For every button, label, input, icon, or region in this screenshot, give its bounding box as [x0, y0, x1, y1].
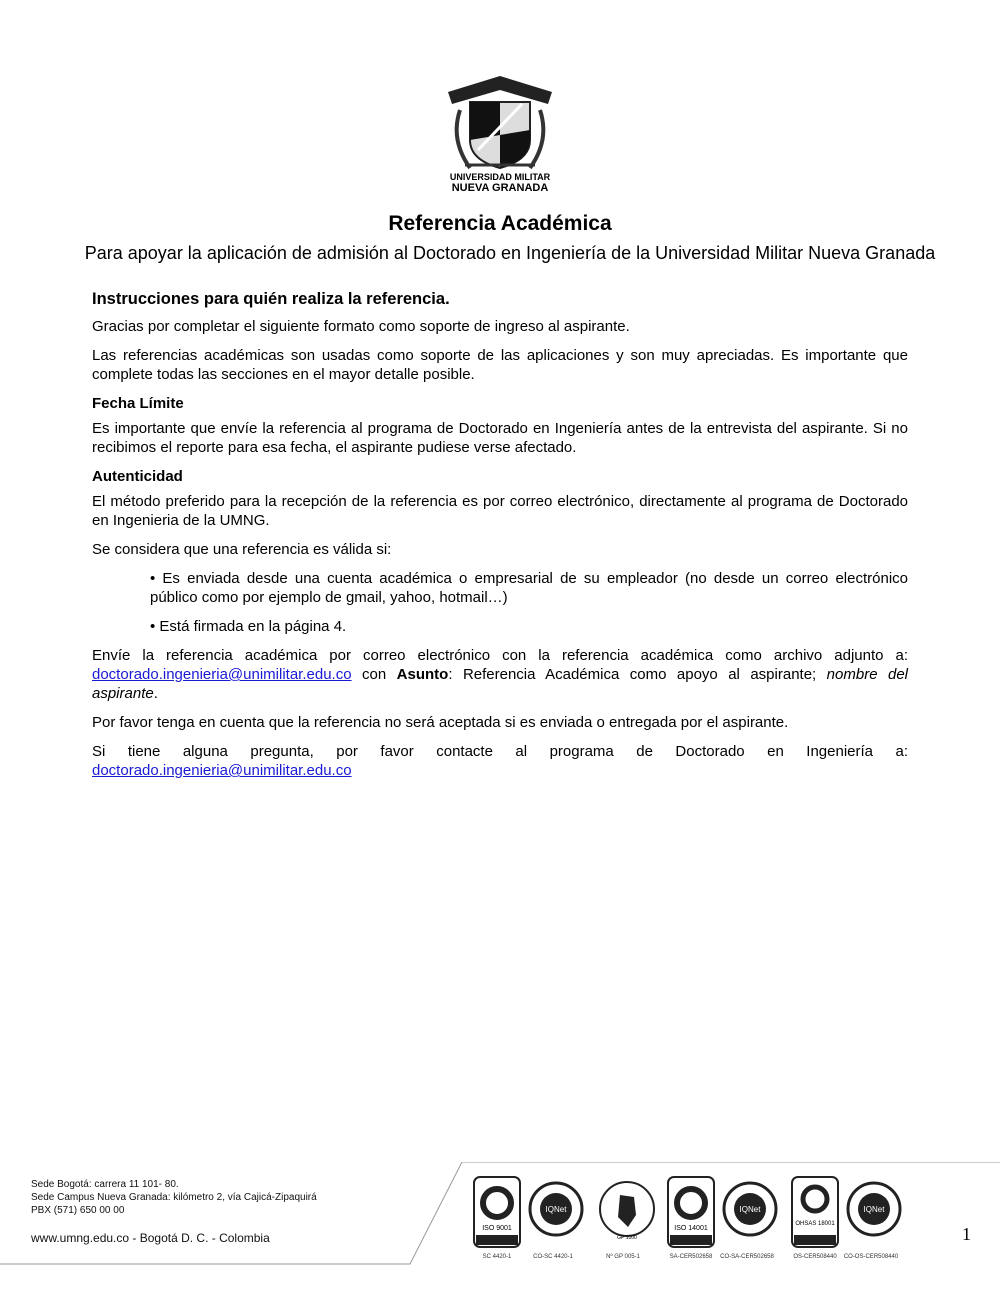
send-intro: Envíe la referencia académica por correo electrónico con la referencia académica como archivo adjunto a: [92, 647, 908, 664]
subject-text: : Referencia Académica como apoyo al aspirante; [448, 666, 827, 683]
notice-paragraph: Por favor tenga en cuenta que la referencia no será aceptada si es enviada o entregada por el aspirante. [92, 714, 789, 731]
cert-label: IQNet [545, 1205, 567, 1214]
page-number: 1 [962, 1224, 971, 1244]
cert-logo [790, 1175, 840, 1260]
cert-logo [528, 1175, 578, 1260]
subject-label: Asunto [396, 666, 449, 683]
bullet-item: • Es enviada desde una cuenta académica o empresarial de su empleador (no desde un correo electrónico público como por ejemplo de gmail, yahoo, hotmail…) [150, 570, 908, 606]
footer-line2: Sede Campus Nueva Granada: kilómetro 2, vía Cajicá-Zipaquirá [31, 1192, 317, 1203]
page-subtitle: Para apoyar la aplicación de admisión al Doctorado en Ingeniería de la Universidad Militar Nueva Granada [84, 243, 936, 263]
footer-address [31, 1178, 317, 1217]
validity-paragraph: Se considera que una referencia es válida si: [92, 541, 392, 558]
cert-label: GP 1000 [617, 1235, 637, 1241]
authenticity-heading: Autenticidad [92, 468, 183, 485]
cert-code: CO-SC 4420-1 [533, 1254, 573, 1260]
cert-code: CO-OS-CER508440 [843, 1254, 899, 1260]
footer-line1: Sede Bogotá: carrera 11 101- 80. [31, 1179, 179, 1190]
contact-email-link[interactable]: doctorado.ingenieria@unimilitar.edu.co [92, 762, 352, 779]
cert-label: IQNet [739, 1205, 761, 1214]
subject-name: nombre del aspirante [92, 666, 908, 702]
page-title: Referencia Académica [388, 212, 612, 235]
cert-logo [598, 1175, 648, 1260]
certification-logos [472, 1175, 912, 1260]
contact-paragraph [92, 742, 908, 780]
email-link[interactable]: doctorado.ingenieria@unimilitar.edu.co [92, 666, 352, 683]
cert-logo [666, 1175, 716, 1260]
deadline-heading: Fecha Límite [92, 395, 184, 412]
logo-wordmark [430, 172, 570, 194]
deadline-paragraph: Es importante que envíe la referencia al programa de Doctorado en Ingeniería antes de la entrevista del aspirante. Si no recibimos el reporte para esa fecha, el aspirante pudiese verse afectado. [92, 420, 908, 456]
instructions-heading: Instrucciones para quién realiza la referencia. [92, 290, 450, 308]
document-body [92, 290, 908, 790]
cert-label: IQNet [863, 1205, 885, 1214]
cert-logo [722, 1175, 772, 1260]
cert-code: SC 4420-1 [482, 1254, 512, 1260]
bullet-item: • Está firmada en la página 4. [150, 618, 347, 635]
contact-text: Si tiene alguna pregunta, por favor contacte al programa de Doctorado en Ingeniería a: [92, 743, 908, 760]
method-paragraph: El método preferido para la recepción de la referencia es por correo electrónico, directamente al programa de Doctorado en Ingenieria de la UMNG. [92, 493, 908, 529]
footer-line3: PBX (571) 650 00 00 [31, 1205, 125, 1216]
send-con: con [351, 666, 397, 683]
cert-logo [472, 1175, 522, 1260]
send-end: . [153, 685, 158, 702]
cert-label: ISO 14001 [674, 1225, 708, 1232]
cert-code: SA-CER502658 [669, 1254, 713, 1260]
thanks-paragraph: Gracias por completar el siguiente formato como soporte de ingreso al aspirante. [92, 318, 630, 335]
cert-code: OS-CER508440 [793, 1254, 837, 1260]
cert-code: Nº GP 005-1 [606, 1254, 640, 1260]
send-paragraph [92, 646, 908, 703]
cert-code: CO-SA-CER502658 [720, 1254, 774, 1260]
logo-line1: UNIVERSIDAD MILITAR [449, 172, 551, 182]
cert-label: ISO 9001 [482, 1225, 512, 1232]
cert-label: OHSAS 18001 [795, 1221, 835, 1227]
references-paragraph: Las referencias académicas son usadas como soporte de las aplicaciones y son muy apreciadas. Es importante que complete todas las secciones en el mayor detalle posible. [92, 347, 908, 383]
logo-line2: NUEVA GRANADA [451, 182, 549, 194]
cert-logo [843, 1175, 899, 1260]
footer-website: www.umng.edu.co - Bogotá D. C. - Colombia [31, 1231, 270, 1245]
